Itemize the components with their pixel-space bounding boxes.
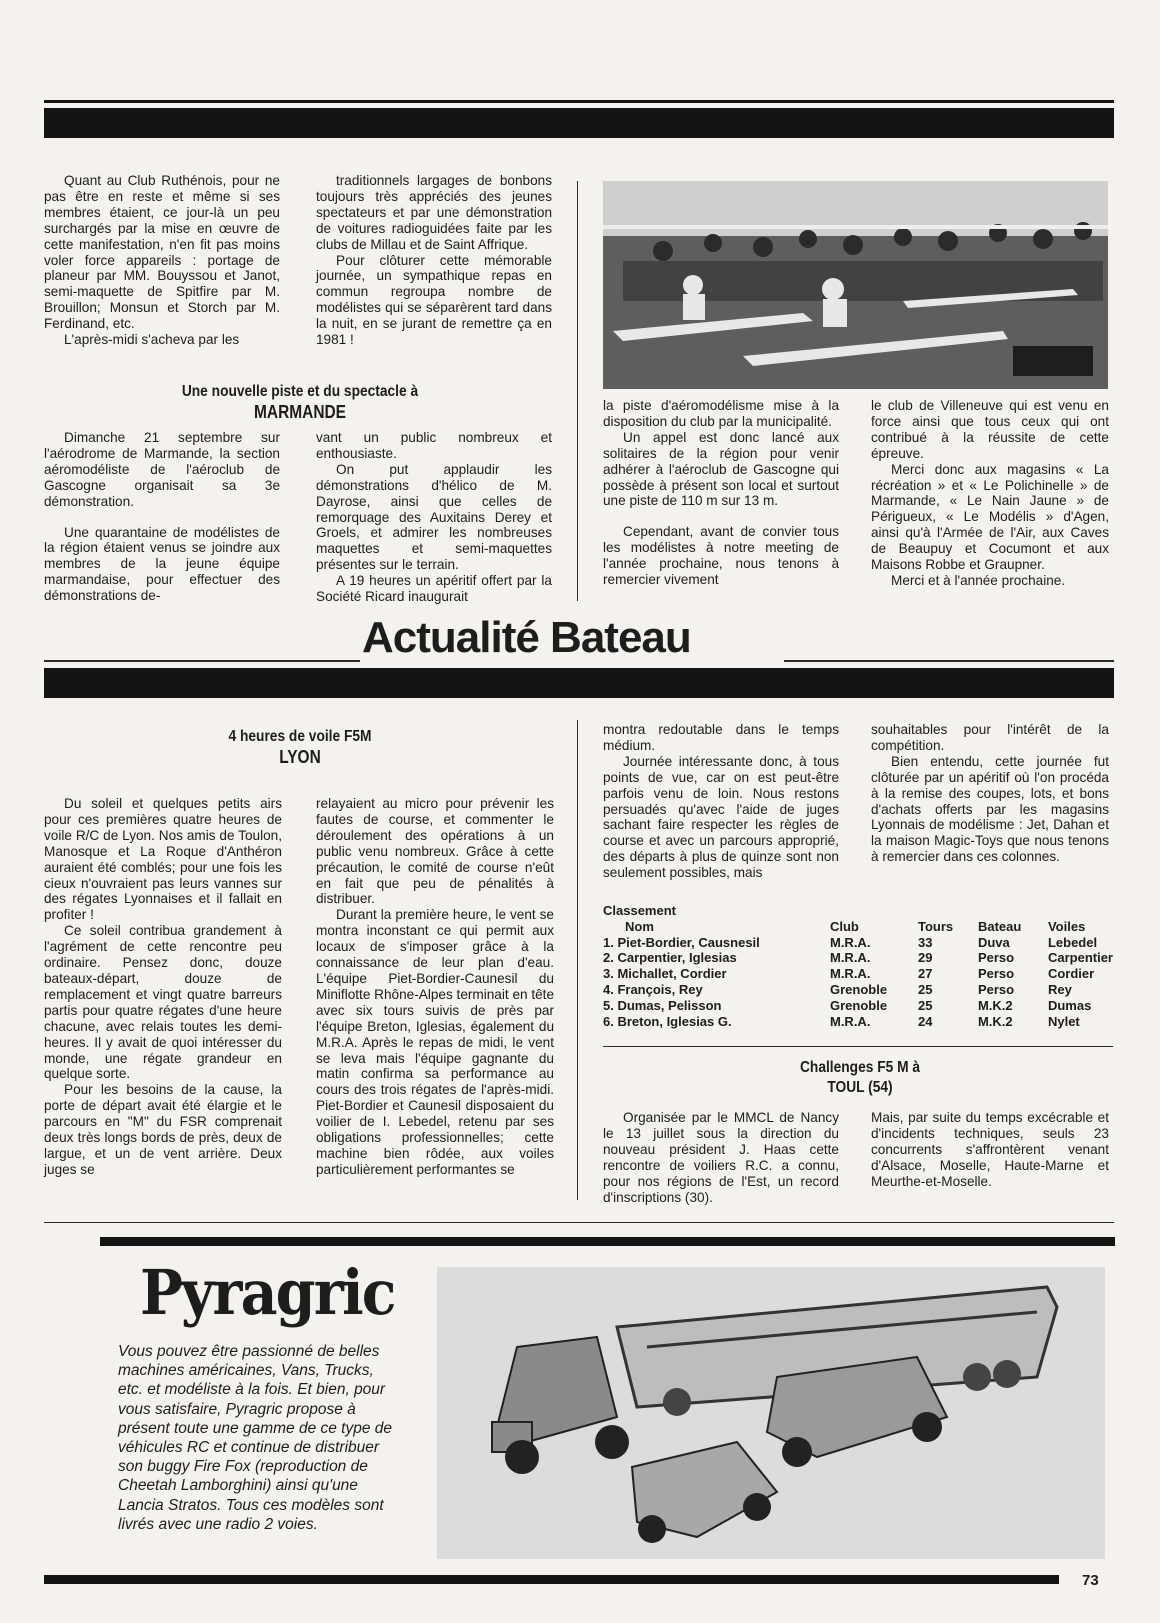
column-rule <box>577 181 578 601</box>
table-row <box>603 998 1113 1014</box>
marmande-headline-line-1: Une nouvelle piste et du spectacle à <box>181 383 419 400</box>
toul-headline <box>722 1058 997 1098</box>
paragraph: Ce soleil contribua grandement à l'agrément de cette rencontre peu ordinaire. Pensez donc, douze bateaux-départ, douze de remplacement et vingt quatre barreurs partis pour quatre régates d'une heure chacune, avec relais toutes les demi-heures. Il y avait de quoi intéresser du monde, une régate grandeur en quelque sorte. <box>44 923 282 1082</box>
cell-tours: 25 <box>917 997 933 1013</box>
toul-col-1 <box>603 1110 839 1205</box>
table-row <box>603 966 1113 982</box>
toul-col-2 <box>871 1110 1109 1190</box>
cell-tours: 29 <box>917 950 933 966</box>
section-title-rule-left <box>44 660 360 662</box>
header-nom: Nom <box>625 918 654 934</box>
lyon-headline-line-1: 4 heures de voile F5M <box>228 728 372 745</box>
marmande-col-4 <box>871 398 1109 589</box>
cell-voiles: Lebedel <box>1047 934 1098 950</box>
section-title: Actualité Bateau <box>362 613 691 662</box>
section-black-band <box>44 668 1114 698</box>
paragraph: Merci et à l'année prochaine. <box>891 572 1066 588</box>
paragraph: relayaient au micro pour prévenir les fautes de course, et commenter le déroulement des opérations à un public venu nombreux. Grâce à cette précaution, le comité de course n'eût en fait que peu de pénalités à distribuer. <box>316 796 554 907</box>
paragraph: Pour clôturer cette mémorable journée, un sympathique repas en commun regroupa nombre de modélistes qui se séparèrent tard dans la nuit, en se jurant de remettre ça en 1981 ! <box>316 252 552 348</box>
ad-frame-bottom <box>44 1575 1059 1584</box>
cell-club: M.R.A. <box>829 1013 871 1029</box>
paragraph: Durant la première heure, le vent se montra inconstant ce qui permit aux locaux de s'imposer grâce à la connaissance de leur plan d'eau. L'équipe Piet-Bordier-Caunesil du Miniflotte Rhône-Alpes terminait en tête avec six tours suivis de près par l'équipe Breton, Iglesias, également du M.R.A. Après le repas de midi, le vent se leva mais l'équipe gagnante du matin confirma sa performance au cours des trois régates de l'après-midi. Piet-Bordier et Caunesil disposaient du voilier de I. Lebedel, retenu par ses obligations professionnelles; cette machine bien rôdée, aux voiles particulièrement performantes se <box>316 907 555 1177</box>
paragraph: Bien entendu, cette journée fut clôturée par un apéritif où l'on procéda à la remise des coupes, lots, et bons d'achats offerts par les magasins Lyonnais de modélisme : Jet, Dahan et la maison Magic-Toys que nous tenons à remercier dans ces colonnes. <box>871 753 1109 865</box>
paragraph: montra redoutable dans le temps médium. <box>603 722 839 753</box>
pyragric-vehicles-photo <box>437 1267 1105 1559</box>
paragraph: Merci donc aux magasins « La récréation » et « Le Polichinelle » de Marmande, « Le Nain Jaune » de Périgueux, « Le Modélis » d'Agen, ainsi qu'à l'Armée de l'Air, aux Caves de Beaupuy et Cocumont et aux Maisons Robbe et Graupner. <box>871 461 1109 573</box>
paragraph: la piste d'aéromodélisme mise à la disposition du club par la municipalité. <box>603 398 839 429</box>
paragraph: Quant au Club Ruthénois, pour ne pas être en reste et même si ses membres étaient, ce jour-là un peu surchargés par la mise en œuvre de cette manifestation, n'en fit pas moins voler force appareils : portage de planeur par MM. Bouyssou et Janot, semi-maquette de Spitfire par M. Brouillon; Monsun et Storch par M. Ferdinand, etc. <box>44 173 280 332</box>
cell-tours: 24 <box>917 1013 933 1029</box>
table-row <box>603 1014 1113 1030</box>
cell-nom: 3. Michallet, Cordier <box>603 966 727 982</box>
header-bateau: Bateau <box>977 918 1022 934</box>
cell-club: M.R.A. <box>829 966 871 982</box>
ad-top-rule <box>44 1222 1114 1223</box>
section-title-rule-right <box>784 660 1114 662</box>
paragraph: vant un public nombreux et enthousiaste. <box>316 430 552 461</box>
toul-headline-line-1: Challenges F5 M à <box>799 1059 921 1076</box>
cell-voiles: Dumas <box>1047 997 1092 1013</box>
results-table <box>603 919 1113 1030</box>
cell-club: M.R.A. <box>829 950 871 966</box>
lyon-col-4 <box>871 722 1109 865</box>
cell-bateau: Perso <box>977 966 1015 982</box>
cell-voiles: Carpentier <box>1047 950 1113 966</box>
lyon-headline <box>154 727 446 767</box>
marmande-col-1 <box>44 430 280 604</box>
lyon-col-2 <box>316 796 554 1178</box>
cell-bateau: M.K.2 <box>977 1013 1013 1029</box>
cell-bateau: Duva <box>977 934 1010 950</box>
header-club: Club <box>829 918 859 934</box>
paragraph: Mais, par suite du temps excécrable et d'incidents techniques, seuls 23 concurrents s'affrontèrent venant d'Alsace, Moselle, Haute-Marne et Meurthe-et-Moselle. <box>871 1110 1109 1189</box>
cell-nom: 6. Breton, Iglesias G. <box>603 1013 732 1029</box>
paragraph: le club de Villeneuve qui est venu en force ainsi que tous ceux qui ont contribué à la réussite de cette épreuve. <box>871 398 1109 461</box>
table-row <box>603 935 1113 951</box>
paragraph: Journée intéressante donc, à tous points de vue, car on est peut-être parfois venu de loin. Nous restons persuadés qu'avec l'aide de juges sachant faire respecter les règles de course et avec un parcours approprié, des départs à plus de quinze sont non seulement possibles, mais <box>603 753 839 881</box>
paragraph: On put applaudir les démonstrations d'hélico de M. Dayrose, ainsi que celles de remorquage des Auxitains Derey et Groels, et admirer les nombreuses maquettes et semi-maquettes présentes sur le terrain. <box>316 461 552 573</box>
header-tours: Tours <box>917 918 954 934</box>
cell-club: Grenoble <box>829 997 888 1013</box>
cell-bateau: Perso <box>977 981 1015 997</box>
cell-club: Grenoble <box>829 981 888 997</box>
paragraph: Dimanche 21 septembre sur l'aérodrome de Marmande, la section aéromodéliste de l'aéroclub de Gascogne organisait sa 3e démonstration. <box>44 430 280 509</box>
lyon-col-1 <box>44 796 282 1178</box>
classement-table <box>603 903 1113 1029</box>
cell-nom: 1. Piet-Bordier, Causnesil <box>603 934 760 950</box>
paragraph: Du soleil et quelques petits airs pour ces premières quatre heures de voile R/C de Lyon. Nos amis de Toulon, Manosque et La Roque d'Anthéron auraient été comblés; pour une fois les cieux n'ouvraient pas leurs vannes sur des régates Lyonnaises et il fallait en profiter ! <box>44 796 282 923</box>
toul-top-rule <box>603 1046 1113 1047</box>
meeting-photo-illustration <box>603 181 1108 389</box>
cell-nom: 2. Carpentier, Iglesias <box>603 950 737 966</box>
table-row <box>603 950 1113 966</box>
cell-nom: 5. Dumas, Pelisson <box>603 997 722 1013</box>
cell-tours: 27 <box>917 966 933 982</box>
cell-tours: 25 <box>917 981 933 997</box>
paragraph: Cependant, avant de convier tous les modélistes à notre meeting de l'année prochaine, nous tenons à remercier vivement <box>603 524 839 588</box>
ad-frame-top <box>100 1237 1115 1246</box>
table-header-row <box>603 919 1113 935</box>
paragraph: Un appel est donc lancé aux solitaires de la région pour venir adhérer à l'aéroclub de Gascogne qui possède à présent son local et surtout une piste de 110 m sur 13 m. <box>603 429 839 509</box>
ad-brand-logo: Pyragric <box>140 1256 395 1329</box>
paragraph: Une quarantaine de modélistes de la région étaient venus se joindre aux membres de la jeune équipe marmandaise, pour effectuer des démonstrations de- <box>44 524 280 604</box>
page-number: 73 <box>1082 1572 1099 1589</box>
paragraph: Organisée par le MMCL de Nancy le 13 juillet sous la direction du nouveau président J. Haas cette rencontre de voiliers R.C. a connu, pour nos régions de l'Est, un record d'inscriptions (30). <box>603 1110 839 1205</box>
marmande-col-2 <box>316 430 552 605</box>
toul-headline-line-2: TOUL (54) <box>827 1079 893 1096</box>
paragraph: A 19 heures un apéritif offert par la Société Ricard inaugurait <box>316 573 552 605</box>
top-rule <box>44 100 1114 103</box>
cell-bateau: Perso <box>977 950 1015 966</box>
marmande-headline <box>128 382 472 422</box>
meeting-photo <box>603 181 1108 389</box>
ad-text: Vous pouvez être passionné de belles machines américaines, Vans, Trucks, etc. et modéliste à la fois. Et bien, pour vous satisfaire, Pyragric propose à présent toute une gamme de ce type de véhicules RC et continue de distribuer son buggy Fire Fox (reproduction de Cheetah Lamborghini) ainsi qu'une Lancia Stratos. Tous ces modèles sont livrés avec une radio 2 voies. <box>118 1343 393 1533</box>
paragraph: Pour les besoins de la cause, la porte de départ avait été élargie et le parcours en "M" du FSR comprenait deux très longs bords de près, deux de largue, et un de vent arrière. Deux juges se <box>44 1082 282 1177</box>
top-black-band <box>44 108 1114 138</box>
cell-club: M.R.A. <box>829 934 871 950</box>
header-voiles: Voiles <box>1047 918 1086 934</box>
lyon-headline-line-2: LYON <box>279 747 321 767</box>
cell-voiles: Rey <box>1047 981 1072 997</box>
marmande-col-3 <box>603 398 839 588</box>
cell-nom: 4. François, Rey <box>603 981 703 997</box>
table-row <box>603 982 1113 998</box>
paragraph: souhaitables pour l'intérêt de la compétition. <box>871 722 1109 753</box>
ruthenois-col-2 <box>316 173 552 348</box>
column-rule <box>577 720 578 1200</box>
ruthenois-col-1 <box>44 173 280 348</box>
cell-tours: 33 <box>917 934 933 950</box>
cell-voiles: Nylet <box>1047 1013 1080 1029</box>
vehicles-photo-illustration <box>437 1267 1105 1559</box>
paragraph: L'après-midi s'acheva par les <box>64 332 240 348</box>
lyon-col-3 <box>603 722 839 881</box>
classement-title: Classement <box>603 903 676 918</box>
cell-bateau: M.K.2 <box>977 997 1013 1013</box>
paragraph: traditionnels largages de bonbons toujours très appréciés des jeunes spectateurs et par une démonstration de voitures radioguidées faite par les clubs de Millau et de Saint Affrique. <box>316 173 552 252</box>
marmande-headline-line-2: MARMANDE <box>253 402 347 422</box>
cell-voiles: Cordier <box>1047 966 1095 982</box>
